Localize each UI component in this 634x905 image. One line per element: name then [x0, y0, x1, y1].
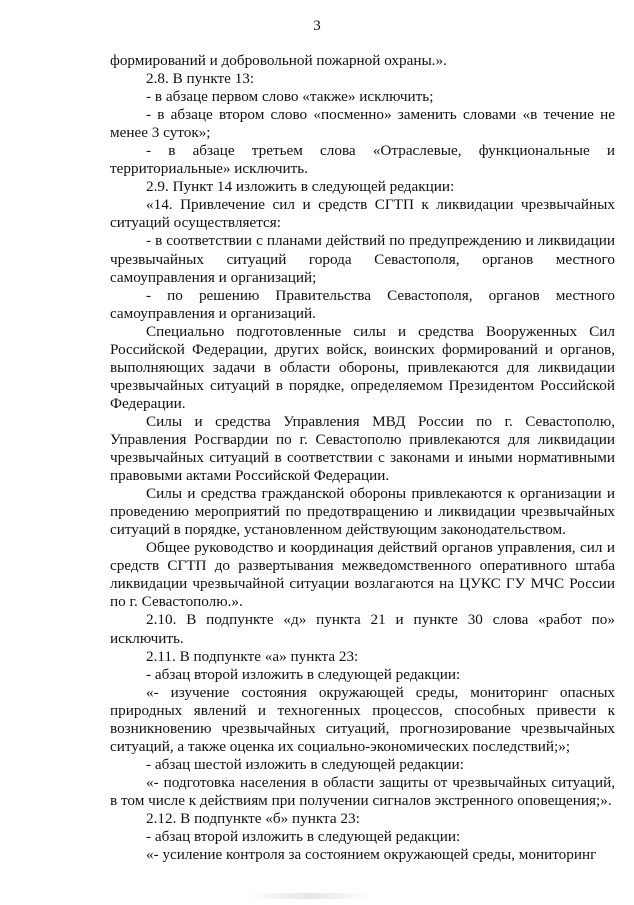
document-body [110, 52, 615, 864]
paragraph: - абзац второй изложить в следующей редакции: [146, 828, 461, 846]
paragraph: - в абзаце первом слово «также» исключить; [146, 88, 434, 106]
paragraph: - в абзаце втором слово «посменно» заменить словами «в течение не менее 3 суток»; [110, 106, 615, 142]
paragraph: - абзац шестой изложить в следующей редакции: [146, 755, 464, 773]
paragraph: - в соответствии с планами действий по предупреждению и ликвидации чрезвычайных ситуаций города Севастополя, органов местного самоуправления и организаций; [110, 232, 615, 286]
paragraph: «- подготовка населения в области защиты от чрезвычайных ситуаций, в том числе к действиям при получении сигналов экстренного оповещения;». [110, 773, 615, 809]
paragraph: - абзац второй изложить в следующей редакции: [146, 665, 461, 683]
paragraph: 2.12. В подпункте «б» пункта 23: [146, 809, 360, 827]
paragraph: 2.10. В подпункте «д» пункта 21 и пункте 30 слова «работ по» исключить. [110, 611, 615, 647]
paragraph: «14. Привлечение сил и средств СГТП к ликвидации чрезвычайных ситуаций осуществляется: [110, 196, 615, 232]
scan-artifact [250, 893, 370, 899]
paragraph: Силы и средства Управления МВД России по г. Севастополю, Управления Росгвардии по г. Севастополю привлекаются для ликвидации чрезвычайных ситуаций в соответствии с законами и иными нормативными правовыми актами Российской Федерации. [110, 412, 615, 485]
paragraph: 2.9. Пункт 14 изложить в следующей редакции: [146, 178, 455, 196]
paragraph: «- усиление контроля за состоянием окружающей среды, мониторинг [146, 846, 597, 864]
paragraph: 2.8. В пункте 13: [146, 70, 255, 88]
paragraph: 2.11. В подпункте «а» пункта 23: [146, 647, 359, 665]
paragraph: - в абзаце третьем слова «Отраслевые, функциональные и территориальные» исключить. [110, 142, 615, 178]
paragraph: - по решению Правительства Севастополя, органов местного самоуправления и организаций. [110, 286, 615, 322]
paragraph: «- изучение состояния окружающей среды, мониторинг опасных природных явлений и техногенных процессов, способных привести к возникновению чрезвычайных ситуаций, прогнозирование чрезвычайных ситуаций, а также оценка их социально-экономических последствий;»; [110, 683, 615, 755]
paragraph: Специально подготовленные силы и средства Вооруженных Сил Российской Федерации, других войск, воинских формирований и органов, выполняющих задачи в области обороны, привлекаются для ликвидации чрезвычайных ситуаций в порядке, определяемом Президентом Российской Федерации. [110, 322, 615, 412]
paragraph: формирований и добровольной пожарной охраны.». [110, 52, 447, 69]
paragraph: Силы и средства гражданской обороны привлекаются к организации и проведению мероприятий по предотвращению и ликвидации чрезвычайных ситуаций в порядке, установленном действующим законодательством. [110, 485, 615, 539]
paragraph: Общее руководство и координация действий органов управления, сил и средств СГТП до развертывания межведомственного оперативного штаба ликвидации чрезвычайной ситуации возлагаются на ЦУКС ГУ МЧС России по г. Севастополю.». [110, 539, 615, 611]
page-number: 3 [313, 18, 321, 34]
